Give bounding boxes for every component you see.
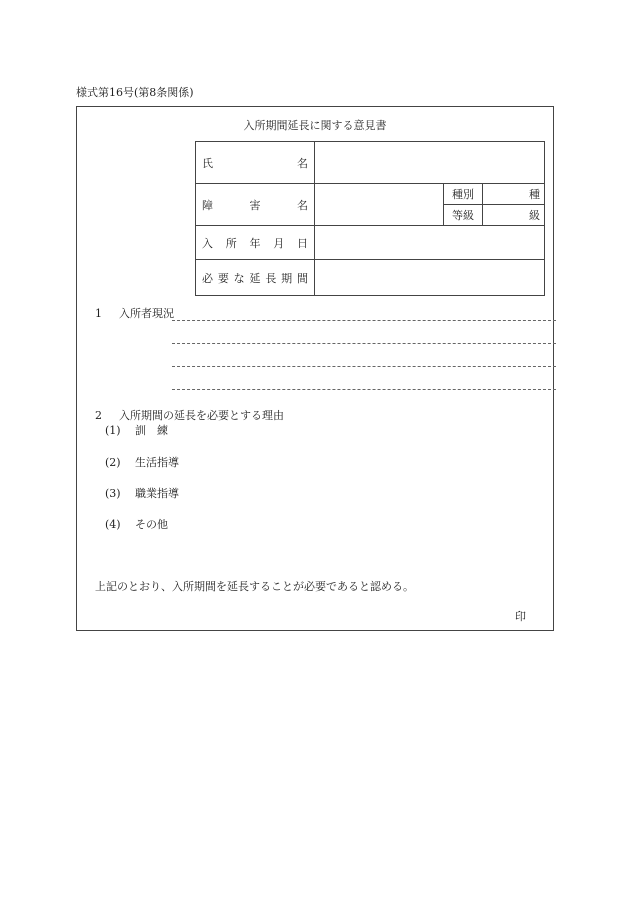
disability-field-cell (315, 184, 545, 226)
extension-label: 必 要 な 延 長 期 間 (202, 271, 308, 285)
admission-label: 入 所 年 月 日 (202, 236, 308, 250)
name-label-cell (196, 142, 315, 184)
reason-item-number: (2) (105, 456, 121, 469)
status-line-3[interactable] (172, 366, 556, 367)
status-line-1[interactable] (172, 320, 556, 321)
reason-item-number: (3) (105, 487, 121, 500)
name-label: 氏 名 (202, 156, 308, 170)
section2-number: 2 (95, 409, 102, 422)
reason-item (105, 485, 179, 501)
section1-heading (95, 305, 174, 321)
grade-suffix: 級 (529, 208, 540, 222)
form-title: 入所期間延長に関する意見書 (243, 119, 387, 132)
reason-item (105, 516, 168, 532)
type-suffix: 種 (529, 187, 540, 201)
disability-label: 障 害 名 (202, 198, 308, 212)
section2-label: 入所期間の延長を必要とする理由 (119, 409, 284, 422)
reason-item-label: 職業指導 (135, 487, 179, 500)
admission-label-cell (196, 226, 315, 260)
type-label: 種別 (444, 184, 483, 204)
seal-mark: 印 (515, 610, 526, 623)
grade-row (444, 205, 544, 226)
type-grade-grid (443, 184, 544, 225)
disability-label-cell (196, 184, 315, 226)
section1-number: 1 (95, 307, 102, 320)
status-line-2[interactable] (172, 343, 556, 344)
section1-label: 入所者現況 (119, 307, 174, 320)
extension-period-field[interactable] (315, 260, 545, 296)
section2-heading (95, 407, 284, 423)
reason-item-label: 生活指導 (135, 456, 179, 469)
reason-item (105, 454, 179, 470)
grade-field[interactable] (483, 205, 544, 226)
status-line-4[interactable] (172, 389, 556, 390)
reason-item (105, 422, 168, 438)
name-field[interactable] (315, 142, 545, 184)
type-row (444, 184, 544, 205)
reason-item-label: その他 (135, 518, 168, 531)
reason-item-number: (1) (105, 424, 121, 437)
type-field[interactable] (483, 184, 544, 204)
reason-item-label: 訓 練 (135, 424, 168, 437)
form-number: 様式第16号(第8条関係) (76, 86, 194, 99)
reason-item-number: (4) (105, 518, 121, 531)
statement: 上記のとおり、入所期間を延長することが必要であると認める。 (95, 580, 414, 593)
admission-date-field[interactable] (315, 226, 545, 260)
info-table (195, 141, 545, 296)
extension-label-cell (196, 260, 315, 296)
form-frame (76, 106, 554, 631)
grade-label: 等級 (444, 205, 483, 226)
